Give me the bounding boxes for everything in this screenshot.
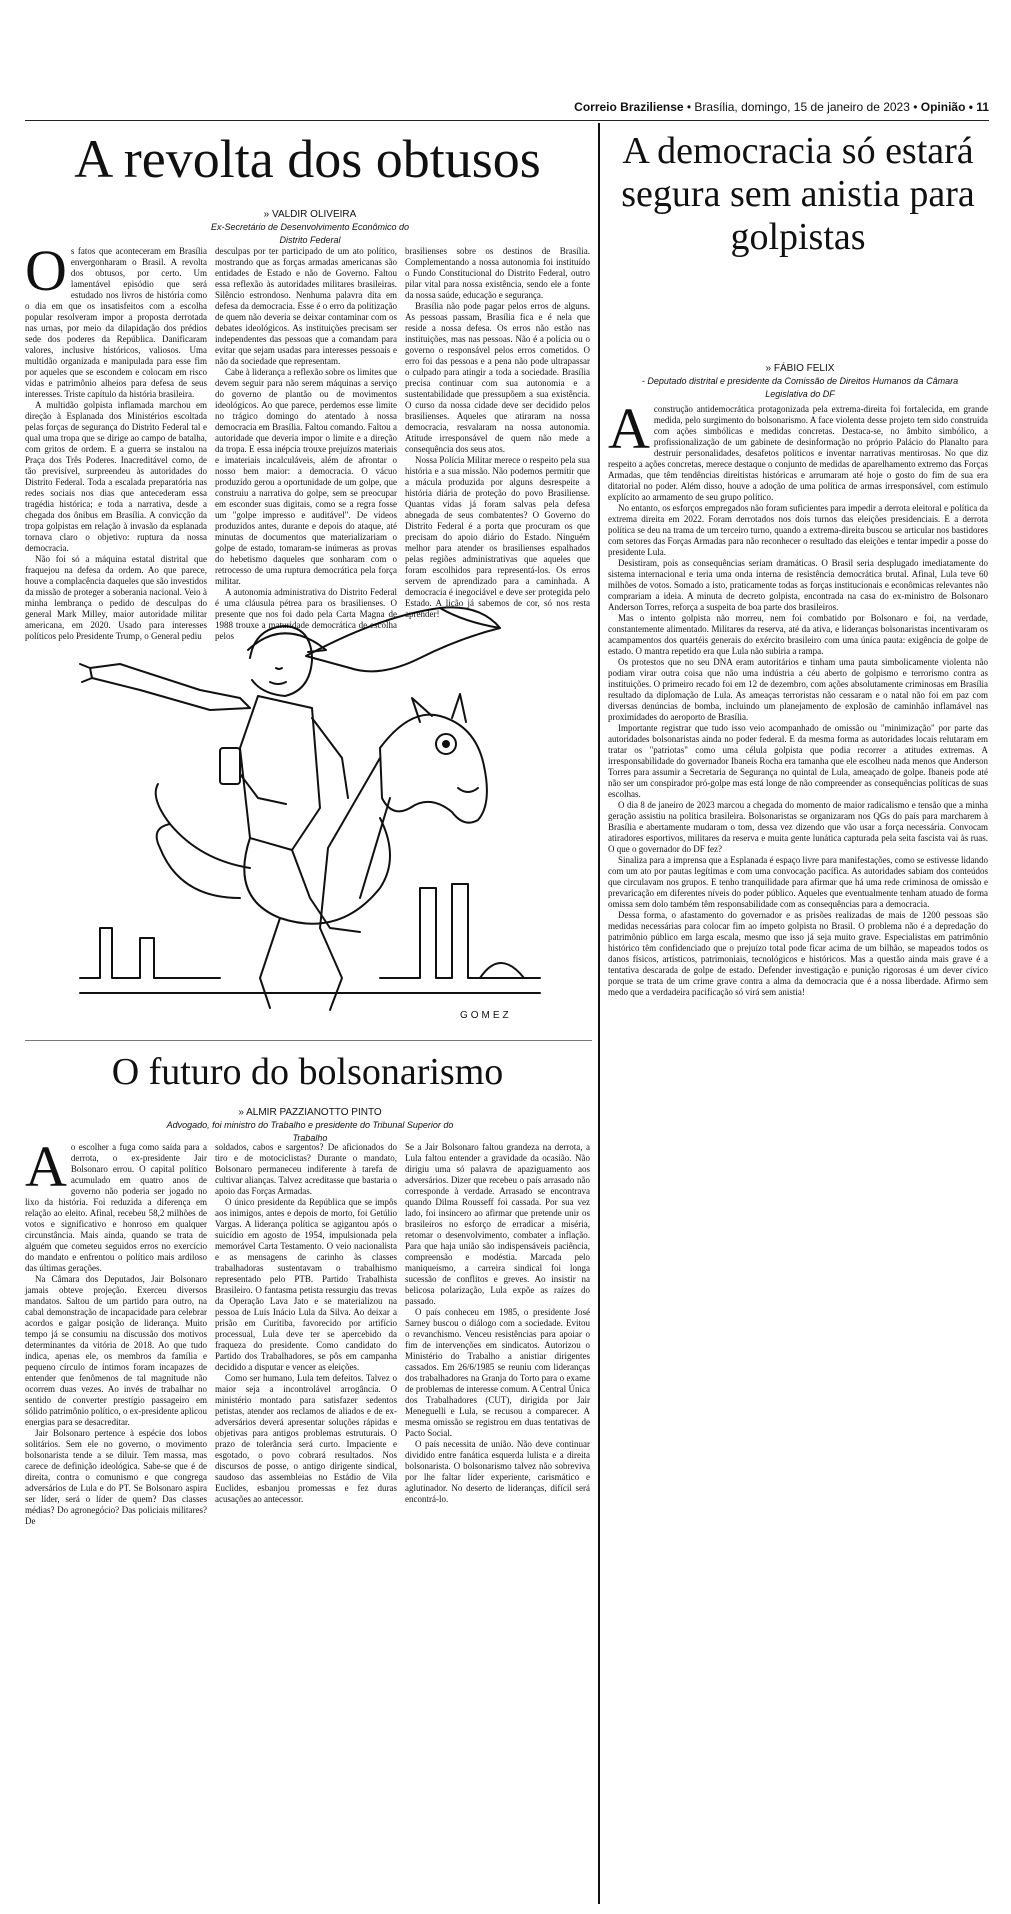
paragraph: construção antidemocrática protagonizada pela extrema-direita foi fortalecida, em grande medida, pelo surgimento do bolsonarismo. A face violenta desse projeto tem sido construída com ações simbólicas e medidas concretas. Destaca-se, no âmbito simbólico, a profissionalização de um gabinete de desinformação no próprio Palácio do Planalto para destruir personalidades, desafetos políticos e inventar narrativas mentirosas. No que diz respeito a ações concretas, merece destaque o conjunto de medidas de aparelhamento extremo das Forças Armadas, que têm tendências direitistas históricas e arrumaram até hoje o gosto do fim de sua era ditatorial no poder. Além disso, houve a adoção de uma política de armas irresponsável, com estímulo explícito ao armamento de seu grupo político. bbox=[608, 404, 988, 502]
paragraph: O país necessita de união. Não deve continuar dividido entre fanática esquerda lulista e a direita bolsonarista. O bolsonarismo talvez não sobreviva por lhe faltar líder experiente, carismático e aglutinador. No deserto de lideranças, difícil será encontrá-lo. bbox=[405, 1439, 590, 1504]
paragraph: Não foi só a máquina estatal distrital que fraquejou na defesa da ordem. Ao que parece, houve a complacência daqueles que são investidos da missão de proteger a soberania nacional. Veio à minha lembrança o pedido de desculpas do general Mark Milley, maior autoridade militar americana, em 2020. Usado para interesses políticos pelo Presidente Trump, o General pediu bbox=[25, 554, 207, 641]
newspaper-name: Correio Braziliense bbox=[574, 100, 684, 114]
paragraph: Brasília não pode pagar pelos erros de alguns. As pessoas passam, Brasília fica e é nela que reside a nossa defesa. Os erros não estão nas instituições, mas nas pessoas. Não é a polícia ou o governo o responsável pelos erros cometidos. O erro foi das pessoas e a pena não pode ultrapassar o culpado para atingir a toda a sociedade. Brasília precisa continuar com sua autonomia e a sustentabilidade que pressupõem a sua existência. O curso da nossa cidade deve ser decidido pelos brasilienses. Aqueles que atiraram na nossa democracia, resvalaram na nossa autonomia. Atitude irresponsável de quem não mede a consequência dos seus atos. bbox=[405, 301, 590, 454]
byline-fabio bbox=[620, 362, 980, 401]
author-role: Ex-Secretário de Desenvolvimento Econômico do Distrito Federal bbox=[210, 222, 410, 245]
article1-column-1 bbox=[25, 238, 207, 641]
paragraph: A autonomia administrativa do Distrito Federal é uma cláusula pétrea para os brasilienses. O presente que nos foi dado pela Carta Magna de 1988 trouxe a maturidade democrática de escolha pelos bbox=[215, 587, 397, 641]
drop-cap: A bbox=[25, 1134, 67, 1199]
paragraph: Como ser humano, Lula tem defeitos. Talvez o maior seja a incontrolável arrogância. O ministério montado para satisfazer sedentos petistas, atender aos reclamos de aliados e de ex-adversários deverá apresentar soluções rápidas e objetivas para antigos problemas estruturais. O prazo de tolerância será curto. Impaciente e esgotado, o povo cobrará resultados. Nos discursos de posse, o antigo dirigente sindical, saudoso das assembleias no Estádio de Vila Euclides, esbanjou promessas e fez duras acusações ao antecessor. bbox=[215, 1373, 397, 1504]
paragraph: Na Câmara dos Deputados, Jair Bolsonaro jamais obteve projeção. Exerceu diversos mandatos. Saltou de um partido para outro, na cabal demonstração de incapacidade para celebrar acordos e galgar posição de liderança. Muito tempo já se consumiu na discussão dos motivos determinantes da vitória de 2018. Ao que tudo indica, apenas ele, os membros da família e pequeno círculo de íntimos foram incapazes de entender que fenômenos de tal magnitude não ocorrem duas vezes. Ao invés de trabalhar no sentido de converter prestígio passageiro em sólido patrimônio político, o ex-presidente aplicou energias para se desacreditar. bbox=[25, 1274, 207, 1427]
paragraph: Sinaliza para a imprensa que a Esplanada é espaço livre para manifestações, como se estivesse lidando com um ato por pautas legítimas e com uma convocação pacífica. As autoridades sabiam dos conteúdos que circulavam nos grupos. E tenho tranquilidade para afirmar que há uma rede criminosa de omissão e prevaricação em diferentes níveis do poder público. Aqueles que eventualmente tenham atuado de forma omissa sem dolo também têm responsabilidade com as consequências para a democracia. bbox=[608, 855, 988, 909]
section-divider bbox=[25, 1040, 592, 1041]
page-header bbox=[25, 100, 989, 121]
article3-column-2 bbox=[215, 1142, 397, 1582]
article-title-futuro: O futuro do bolsonarismo bbox=[111, 1051, 504, 1093]
paragraph: Se a Jair Bolsonaro faltou grandeza na derrota, a Lula faltou entender a gravidade da ocasião. Não dirigiu uma só palavra de apaziguamento aos adversários. Dizer que recebeu o país arrasado não corresponde à verdade. Arrasado se encontrava quando Dilma Rousseff foi cassada. Por sua vez lado, foi insincero ao afirmar que pretende unir os brasileiros no esforço de erradicar a miséria, retomar o desenvolvimento, combater a inflação. Para que haja união são indispensáveis paciência, compreensão e modéstia. Marcada pelo maniqueísmo, a carreira sindical foi longa sucessão de conflitos e greves. Ao insistir na belicosa polarização, Lula expõe as raízes do passado. bbox=[405, 1142, 590, 1306]
column-divider bbox=[598, 123, 600, 1904]
paragraph: O país conheceu em 1985, o presidente José Sarney buscou o diálogo com a sociedade. Evitou o revanchismo. Venceu resistências para apoiar o fim de intervenções em sindicatos. Autorizou o Ministério do Trabalho a anistiar dirigentes cassados. Em 26/6/1985 se reuniu com lideranças dos trabalhadores na Granja do Torto para o exame de problemas de interesse comum. A Central Única dos Trabalhadores (CUT), dirigida por Jair Meneguelli e Lula, se recusou a comparecer. A mesma omissão se registrou em duas tentativas de Pacto Social. bbox=[405, 1307, 590, 1438]
article-title-revolta: A revolta dos obtusos bbox=[74, 129, 541, 189]
paragraph: Cabe à liderança a reflexão sobre os limites que devem seguir para não serem máquinas a serviço do governo de plantão ou de movimentos ideológicos. Ao que parece, perdemos esse limite no trágico domingo do atentado à nossa democracia em Brasília. Faltou comando. Faltou a autoridade que deveria impor o limite e a direção da tropa. E essa inépcia trouxe prejuízos materiais e imateriais incalculáveis, além de afrontar o nosso bem maior: a democracia. O vácuo produzido gerou a oportunidade de um golpe, que construiu a narrativa do golpe, sem se preocupar em esconder suas digitais, como se a regra fosse um "golpe impresso e auditável". De vídeos produzidos antes, durante e depois do ataque, até minutas de documentos que materializariam o golpe de estado, tomaram-se inúmeras as provas do hebetismo daqueles que sonharam com o retrocesso de uma ruptura democrática pela força militar. bbox=[215, 367, 397, 586]
paragraph: soldados, cabos e sargentos? De aficionados do tiro e de motociclistas? Durante o mandato, Bolsonaro permaneceu indiferente à tarefa de cultivar alianças. Talvez acreditasse que bastaria o apoio das Forças Armadas. bbox=[215, 1142, 397, 1196]
author-name: » FÁBIO FELIX bbox=[765, 363, 835, 374]
paragraph: o escolher a fuga como saída para a derrota, o ex-presidente Jair Bolsonaro errou. O capital político acumulado em quatro anos de governo não poderia ser jogado no lixo da história. Foi reduzida a diferença em relação ao eleito. Afinal, recebeu 58,2 milhões de votos e significativo e honroso em qualquer circunstância. Mais ainda, quando se trata de alguém que cometeu seguidos erros no exercício do mandato e enfrentou o político mais ardiloso das últimas gerações. bbox=[25, 1142, 207, 1273]
author-role: - Deputado distrital e presidente da Comissão de Direitos Humanos da Câmara Legislativa do DF bbox=[641, 376, 959, 399]
article3-column-3 bbox=[405, 1142, 590, 1582]
paragraph: s fatos que aconteceram em Brasília envergonharam o Brasil. A revolta dos obtusos, por certo. Um lamentável episódio que será estudado nos livros de história como o dia em que os insatisfeitos com a escolha popular resolveram impor a proposta derrotada nas urnas, por meio da dilapidação dos prédios sede dos poderes da República. Danificaram valores, inclusive históricos, valiosos. Uma multidão organizada e manipulada para esse fim por aqueles que se escondem e colocam em risco vidas e patrimônio alheios para defesa de seus interesses. Triste capítulo da história brasileira. bbox=[25, 246, 207, 399]
paragraph: Importante registrar que tudo isso veio acompanhado de omissão ou "minimização" por parte das autoridades bolsonaristas ainda no poder federal. E da mesma forma as autoridades locais relutaram em tratar os "patriotas" como uma célula golpista que podia recorrer a atitudes extremas. A irresponsabilidade do governador Ibaneis Rocha era tamanha que ele escolheu nada menos que Anderson Torres para assumir a Secretaria de Segurança no quintal de Lula, ameaçado de golpe. Ibaneis pode até não ser um conspirador pró-golpe mas está longe de não compreender as consequências políticas de suas escolhas. bbox=[608, 723, 988, 799]
article1-column-3 bbox=[405, 246, 590, 619]
paragraph: O dia 8 de janeiro de 2023 marcou a chegada do momento de maior radicalismo e tensão que a minha geração assistiu na política brasileira. Bolsonaristas se organizaram nos QGs do país para marcharem à Brasília e abertamente mudaram o tom, dessa vez dizendo que vão usar a força necessária. Convocam atiradores esportivos, militares da reserva e muita gente lunática capturada pela seita fascista vai às ruas. O que o governador do DF fez? bbox=[608, 800, 988, 854]
paragraph: Dessa forma, o afastamento do governador e as prisões realizadas de mais de 1200 pessoas são medidas necessárias para colocar fim ao ímpeto golpista no Brasil. O problema não é a depredação do patrimônio público em larga escala, mesmo que isso já seja muito grave. Especialistas em patrimônio histórico têm confidenciado que o prejuízo total pode ficar acima de um bilhão, se mapeados todos os danos físicos, artísticos, patrimoniais, tecnológicos e históricos. Mas a questão ainda mais grave é a tentativa descarada de golpe de estado. Defender investigação e punição rigorosas é um dever cívico porque se trata de um crime grave contra a alma da democracia que é a nossa liberdade. Afirmo sem medo que a verdadeira pacificação só virá sem anistia! bbox=[608, 910, 988, 997]
byline-almir bbox=[160, 1106, 460, 1145]
illustrator-signature: GOMEZ bbox=[460, 1010, 512, 1021]
article2-column bbox=[608, 396, 988, 1734]
drop-cap: A bbox=[608, 396, 650, 461]
drop-cap: O bbox=[25, 238, 67, 303]
paragraph: A multidão golpista inflamada marchou em direção à Esplanada dos Ministérios escoltada pelas forças de segurança do Distrito Federal tal e qual uma tropa que se dirige ao campo de batalha, com gritos de ordem. E a guerra se instalou na Praça dos Três Poderes. Inacreditável como, de tão previsível, surpreendeu às autoridades do Distrito Federal. Toda a escalada preparatória nas redes sociais nos dias que antecederam essa tragédia histórica; e toda a narrativa, desde a chegada dos ônibus em Brasília. A convicção da tropa golpistas em relação à invasão da esplanada tornava claro o objetivo: ruptura da nossa democracia. bbox=[25, 400, 207, 553]
byline-valdir bbox=[200, 208, 420, 247]
paragraph: Desistiram, pois as consequências seriam dramáticas. O Brasil seria desplugado imediatamente do sistema internacional e teria uma onda interna de resistência democrática brutal. Afinal, Lula teve 60 milhões de votos. Somado a isto, praticamente todas as forças institucionais e econômicas relevantes não comprariam a ideia. A minuta de decreto golpista, encontrada na casa do ex-ministro de Bolsonaro Anderson Torres, reforça a suspeita de boa parte dos brasileiros. bbox=[608, 558, 988, 612]
paragraph: brasilienses sobre os destinos de Brasília. Complementando a nossa autonomia foi instituído o Fundo Constitucional do Distrito Federal, outro pilar vital para nossa existência, sendo ele a fonte da nossa saúde, educação e segurança. bbox=[405, 246, 590, 300]
cartoon-illustration bbox=[80, 598, 540, 1028]
article1-column-2 bbox=[215, 246, 397, 641]
page-number: • 11 bbox=[965, 100, 989, 114]
paragraph: O único presidente da República que se impôs aos inimigos, antes e depois de morto, foi Getúlio Vargas. A liderança política se agigantou após o suicídio em agosto de 1954, impulsionada pela memorável Carta Testamento. O veio nacionalista e as mensagens de carinho às classes trabalhadoras sustentavam o trabalhismo representado pelo PTB. Partido Trabalhista Brasileiro. O fantasma petista ressurgiu das trevas da Operação Lava Jato e se materializou na pessoa de Luís Inácio Lula da Silva. Ao deixar a prisão em Curitiba, favorecido por artifício processual, Lula deve ter se apercebido da fraqueza do presidente. Como candidato do Partido dos Trabalhadores, se pôs em campanha decidido a disputar e vencer as eleições. bbox=[215, 1197, 397, 1372]
author-role: Advogado, foi ministro do Trabalho e presidente do Tribunal Superior do Trabalho bbox=[166, 1120, 454, 1143]
paragraph: Jair Bolsonaro pertence à espécie dos lobos solitários. Sem ele no governo, o movimento bolsonarista tende a se diluir. Tem massa, mas carece de definição ideológica. Sabe-se que é de direita, contra o comunismo e que congrega adversários de Lula e do PT. Se Bolsonaro aspira ser líder, será o líder de quem? Das classes médias? Do agronegócio? Das policiais militares? De bbox=[25, 1428, 207, 1526]
author-name: » VALDIR OLIVEIRA bbox=[263, 209, 357, 220]
paragraph: No entanto, os esforços empregados não foram suficientes para impedir a derrota eleitoral e política da extrema direita em 2022. Foram derrotados nos dois turnos das eleições presidenciais. E a derrota política se deu na trama de um terceiro turno, quando a extrema-direita buscou se articular nos bastidores com setores das Forças Armadas para não reconhecer o resultado das eleições e tentar impedir a posse do presidente Lula. bbox=[608, 503, 988, 557]
section-name: Opinião bbox=[920, 100, 966, 114]
paragraph: desculpas por ter participado de um ato político, mostrando que as forças armadas americanas são entidades de Estado e não de Governo. Faltou essa reflexão às autoridades militares brasileiras. Silêncio estrondoso. Nenhuma palavra dita em defesa da democracia. Esse é o erro da politização de quem não deveria se deixar contaminar com os debates ideológicos. As instituições precisam ser independentes das pessoas que a comandam para evitar que sejam usadas para interesses pessoais e não da sociedade que representam. bbox=[215, 246, 397, 366]
paragraph: Os protestos que no seu DNA eram autoritários e tinham uma pauta simbolicamente violenta não podiam virar outra coisa que não uma indústria a céu aberto de golpismo e terrorismo contra as instituições. O primeiro recado foi em 12 de dezembro, com ações absolutamente criminosas em Brasília resultado da diplomação de Lula. As ameaças terroristas não cessaram e o natal não foi em paz com diversas denúncias de bomba, incluindo um planejamento de explosão de caminhão inflamável nas proximidades do aeroporto de Brasília. bbox=[608, 657, 988, 722]
author-name: » ALMIR PAZZIANOTTO PINTO bbox=[238, 1107, 382, 1118]
paragraph: Mas o intento golpista não morreu, nem foi combatido por Bolsonaro e foi, na verdade, constantemente alimentado. Militares da reserva, até da ativa, e lideranças bolsonaristas incentivaram os acampamentos dos quartéis generais do exército brasileiro com uma única pauta: exigência de golpe de estado. O mantra repetido era que Lula não subiria a rampa. bbox=[608, 613, 988, 656]
article3-column-1 bbox=[25, 1134, 207, 1582]
paragraph: Nossa Polícia Militar merece o respeito pela sua história e a sua missão. Não podemos permitir que a mácula produzida por alguns desrespeite a história diária de proteção do povo Brasiliense. Quantas vidas já foram salvas pela defesa abnegada de seus combatentes? O Governo do Distrito Federal é a porta que procuram os que precisam do apoio diário do Estado. Ninguém melhor para atender os brasilienses espalhados pelas regiões administrativas que aqueles que foram escolhidos para representá-los. Os erros servem de aprendizado para a caminhada. A democracia é inegociável e deve ser protegida pelo Estado. A lição já sabemos de cor, só nos resta aprender! bbox=[405, 455, 590, 619]
dateline: • Brasília, domingo, 15 de janeiro de 2023 • bbox=[683, 100, 921, 114]
article-title-democracia: A democracia só estará segura sem anistia para golpistas bbox=[621, 130, 975, 258]
